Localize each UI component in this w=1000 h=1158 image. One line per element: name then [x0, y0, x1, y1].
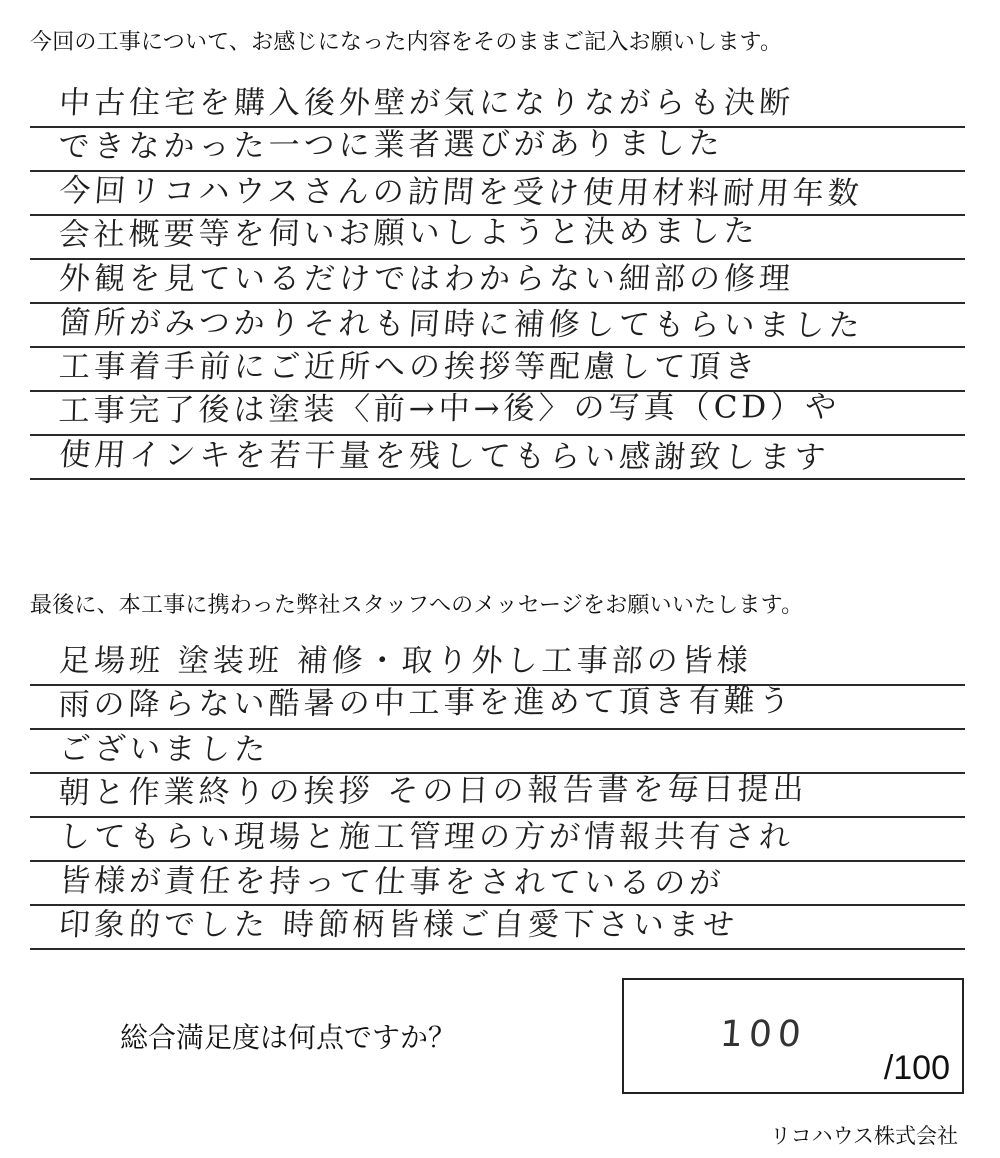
handwritten-text: 中古住宅を購入後外壁が気になりながらも決断	[58, 85, 795, 121]
handwritten-text: 皆様が責任を持って仕事をされているのが	[58, 863, 726, 902]
handwritten-text: できなかった一つに業者選びがありました	[58, 125, 725, 166]
handwritten-text: 会社概要等を伺いお願いしようと決めました	[58, 213, 760, 254]
handwritten-text: 外観を見ているだけではわからない細部の修理	[58, 261, 795, 297]
section2-prompt: 最後に、本工事に携わった弊社スタッフへのメッセージをお願いいたします。	[30, 592, 804, 617]
handwritten-line	[30, 906, 965, 950]
handwritten-text: してもらい現場と施工管理の方が情報共有され	[58, 819, 795, 855]
impressions-area	[30, 84, 965, 480]
handwritten-text: 朝と作業終りの挨拶 その日の報告書を毎日提出	[58, 771, 809, 811]
handwritten-text: 箇所がみつかりそれも同時に補修してもらいました	[58, 305, 865, 344]
score-box	[622, 978, 964, 1094]
handwritten-text: 印象的でした 時節柄皆様ご自愛下さいませ	[58, 907, 739, 943]
score-value: 100	[718, 1014, 809, 1055]
handwritten-text: ございました	[58, 731, 271, 768]
handwritten-text: 今回リコハウスさんの訪問を受け使用材料耐用年数	[58, 173, 864, 212]
handwritten-line	[30, 436, 965, 480]
company-name: リコハウス株式会社	[770, 1125, 958, 1148]
staff-message-area	[30, 642, 965, 950]
section1-prompt: 今回の工事について、お感じになった内容をそのままご記入お願いします。	[30, 29, 783, 54]
handwritten-text: 工事完了後は塗装〈前→中→後〉の写真（CD）や	[58, 388, 841, 429]
handwritten-text: 工事着手前にご近所への挨拶等配慮して頂き	[58, 349, 760, 385]
satisfaction-question: 総合満足度は何点ですか？	[120, 1022, 457, 1053]
handwritten-text: 使用インキを若干量を残してもらい感謝致します	[58, 437, 831, 476]
handwritten-text: 足場班 塗装班 補修・取り外し工事部の皆様	[58, 643, 753, 679]
score-max: /100	[883, 1049, 950, 1087]
handwritten-text: 雨の降らない酷暑の中工事を進めて頂き有難う	[58, 683, 795, 723]
